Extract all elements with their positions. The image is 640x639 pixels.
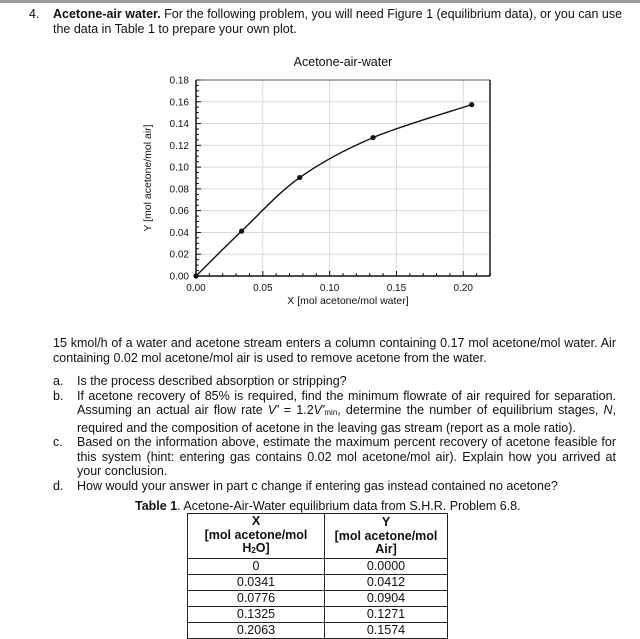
x-axis-label: X [mol acetone/mol water] [287,295,409,307]
table-caption-label: Table 1 [135,499,178,513]
question-parts [53,374,616,493]
header-symbol: Y [381,515,391,529]
x-tick-label: 0.05 [253,283,273,294]
cell-y: 0.0904 [325,590,448,606]
part-label: a. [53,374,64,388]
part-text: How would your answer in part c change if entering gas instead contained no acetone? [77,478,558,493]
y-tick-label: 0.10 [169,162,189,174]
part-b-text-1: If acetone recovery of 85% is required, find the minimum flowrate of air required for separation. Assuming an actual air flow rate [77,388,616,417]
n-symbol: N [603,403,613,417]
header-y [325,514,448,559]
y-tick-label: 0.12 [169,140,189,152]
header-unit-end: O] [255,541,270,555]
table-caption-text: . Acetone-Air-Water equilibrium data from S.H.R. Problem 6.8. [177,499,521,513]
table-row [188,606,448,622]
y-tick-label: 0.18 [169,75,189,87]
table-row [188,558,448,574]
part-c [53,435,616,479]
data-point-marker [297,175,302,180]
v-symbol: V' [267,403,279,417]
question-intro-text: For the following problem, you will need Figure 1 (equilibrium data), or you can use the data in Table 1 to prepare your own plot. [53,7,623,36]
table-row [188,574,448,590]
y-tick-label: 0.04 [169,227,189,239]
header-x [188,514,325,559]
y-tick-label: 0.14 [169,119,189,131]
table-row [188,622,448,638]
table-row [188,590,448,606]
part-a [53,374,616,389]
cell-y: 0.0000 [325,558,448,574]
data-point-marker [370,135,375,140]
cell-y: 0.1271 [325,606,448,622]
part-label: d. [53,478,64,493]
equilibrium-table [187,513,448,639]
y-axis-label: Y [mol acetone/mol air] [142,124,154,232]
table-header-row [188,514,448,559]
question-title: Acetone-air water. [53,7,161,21]
part-b-text-2: , determine the number of equilibrium stages, [337,403,604,417]
part-d [53,479,616,494]
cell-x: 0.2063 [188,622,325,638]
min-subscript: min [324,408,338,417]
equation: = 1.2 [278,403,314,417]
y-tick-label: 0.00 [169,271,189,283]
problem-statement: 15 kmol/h of a water and acetone stream enters a column containing 0.17 mol acetone/mol water. Air containing 0.02 mol acetone/mol air is used to remove acetone from the water. [53,336,616,365]
part-label: b. [53,388,64,403]
part-label: c. [53,435,63,449]
cell-x: 0 [188,558,325,574]
header-symbol: X [251,514,261,528]
cell-y: 0.0412 [325,574,448,590]
cell-x: 0.1325 [188,606,325,622]
part-text: Based on the information above, estimate the maximum percent recovery of acetone feasible for this system (hint: entering gas contains 0.02 mol acetone/mol air). Explain how you arrived at your conclusion. [77,435,616,478]
part-text: Is the process described absorption or stripping? [77,374,347,388]
y-tick-label: 0.02 [169,249,189,261]
x-tick-label: 0.15 [386,283,407,294]
x-tick-label: 0.10 [319,283,340,294]
header-unit: [mol acetone/mol Air] [334,528,438,556]
y-tick-label: 0.16 [169,97,189,109]
part-b [53,389,616,436]
cell-x: 0.0341 [188,574,325,590]
y-tick-label: 0.08 [169,184,189,196]
data-point-marker [193,273,198,278]
equilibrium-curve [196,105,472,276]
cell-y: 0.1574 [325,622,448,638]
cell-x: 0.0776 [188,590,325,606]
table-caption [135,499,521,513]
part-text [77,389,616,436]
chart-title: Acetone-air-water [293,55,393,69]
question-number: 4. [29,7,40,21]
x-tick-label: 0.20 [453,283,474,294]
header-unit: [mol acetone/mol H [204,527,308,555]
y-tick-label: 0.06 [169,206,189,218]
data-point-marker [469,102,474,107]
data-point-marker [239,229,244,234]
header-subscript: 2 [251,546,256,555]
x-tick-label: 0.00 [186,283,206,294]
part-b-text-3: , required and the composition of acetone in the leaving gas stream (report as a mole ratio). [77,403,617,435]
v-symbol: V' [313,403,325,417]
